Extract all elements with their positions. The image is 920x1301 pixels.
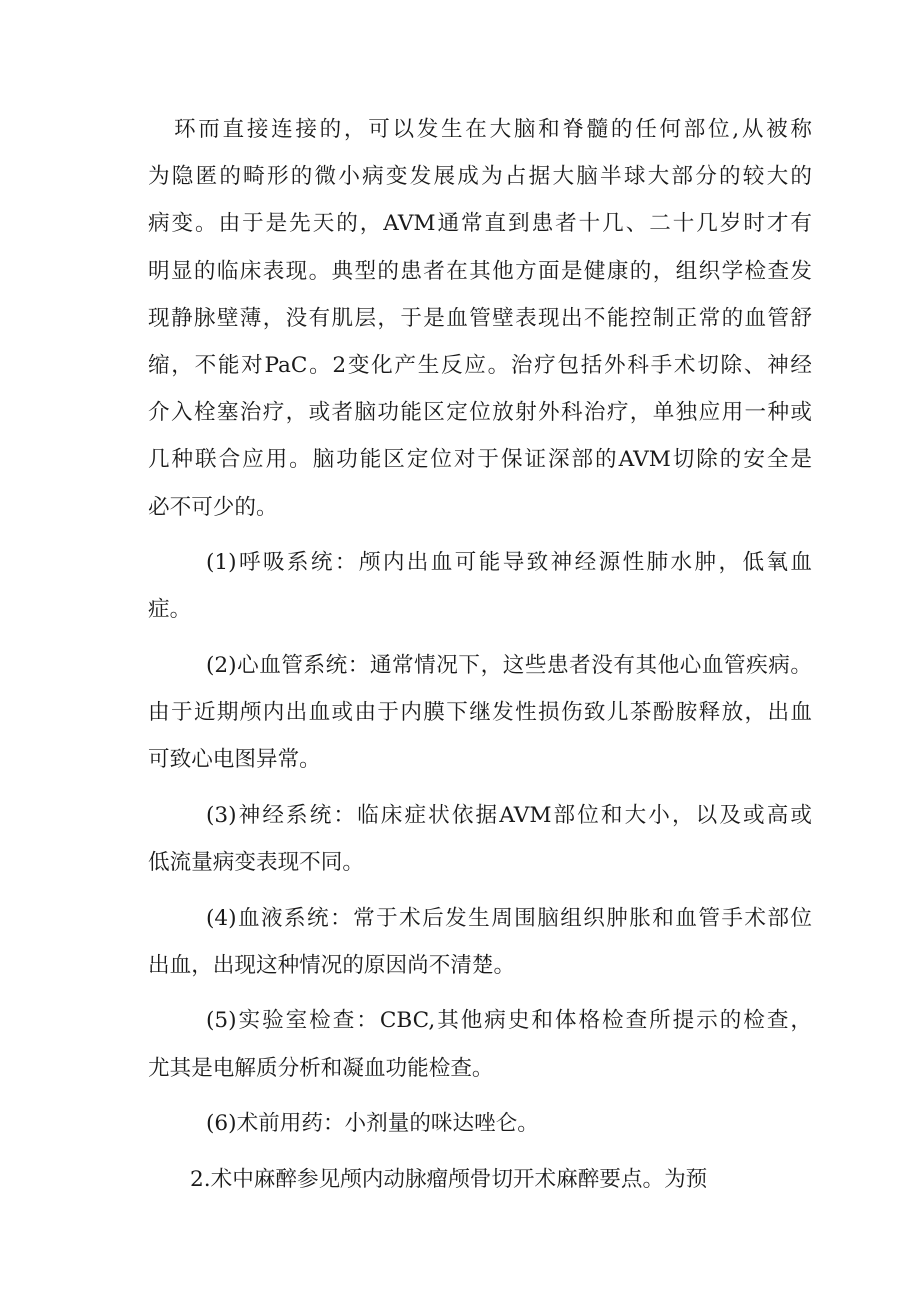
text-line: 为隐匿的畸形的微小病变发展成为占据大脑半球大部分的较大的 bbox=[148, 164, 812, 190]
text-line: 低流量病变表现不同。 bbox=[148, 849, 364, 875]
text-line: (3)神经系统：临床症状依据AVM部位和大小，以及或高或 bbox=[206, 802, 812, 828]
text-line: (2)心血管系统：通常情况下，这些患者没有其他心血管疾病。 bbox=[206, 652, 812, 678]
text-line: 可致心电图异常。 bbox=[148, 747, 321, 773]
text-line: 几种联合应用。脑功能区定位对于保证深部的AVM切除的安全是 bbox=[148, 447, 812, 473]
document-body bbox=[148, 106, 812, 1203]
lab-paragraph bbox=[148, 997, 812, 1091]
text-line: 尤其是电解质分析和凝血功能检查。 bbox=[148, 1055, 494, 1081]
text-line: 2.术中麻醉参见颅内动脉瘤颅骨切开术麻醉要点。为预 bbox=[190, 1166, 708, 1192]
text-line: (5)实验室检查：CBC,其他病史和体格检查所提示的检查， bbox=[206, 1008, 812, 1034]
text-line: 明显的临床表现。典型的患者在其他方面是健康的，组织学检查发 bbox=[148, 258, 812, 284]
text-line: (1)呼吸系统：颅内出血可能导致神经源性肺水肿，低氧血 bbox=[206, 550, 812, 576]
cardiovascular-paragraph bbox=[148, 642, 812, 784]
text-line: 缩，不能对PaC。2变化产生反应。治疗包括外科手术切除、神经 bbox=[148, 352, 812, 378]
text-line: 介入栓塞治疗，或者脑功能区定位放射外科治疗，单独应用一种或 bbox=[148, 400, 812, 426]
text-line: 症。 bbox=[148, 597, 192, 623]
premedication-paragraph bbox=[148, 1100, 812, 1147]
text-line: 现静脉壁薄，没有肌层，于是血管壁表现出不能控制正常的血管舒 bbox=[148, 305, 812, 331]
text-line: 出血，出现这种情况的原因尚不清楚。 bbox=[148, 952, 516, 978]
blood-paragraph bbox=[148, 895, 812, 989]
respiratory-paragraph bbox=[148, 539, 812, 633]
text-line: 由于近期颅内出血或由于内膜下继发性损伤致儿茶酚胺释放，出血 bbox=[148, 700, 812, 726]
nervous-paragraph bbox=[148, 792, 812, 886]
text-line: 环而直接连接的，可以发生在大脑和脊髓的任何部位,从被称 bbox=[174, 117, 812, 142]
intro-paragraph bbox=[148, 106, 812, 531]
text-line: 必不可少的。 bbox=[148, 494, 278, 520]
intraoperative-paragraph bbox=[148, 1156, 812, 1203]
text-line: (6)术前用药：小剂量的咪达唑仑。 bbox=[206, 1111, 539, 1137]
text-line: (4)血液系统：常于术后发生周围脑组织肿胀和血管手术部位 bbox=[206, 905, 812, 931]
text-line: 病变。由于是先天的，AVM通常直到患者十几、二十几岁时才有 bbox=[148, 211, 812, 237]
